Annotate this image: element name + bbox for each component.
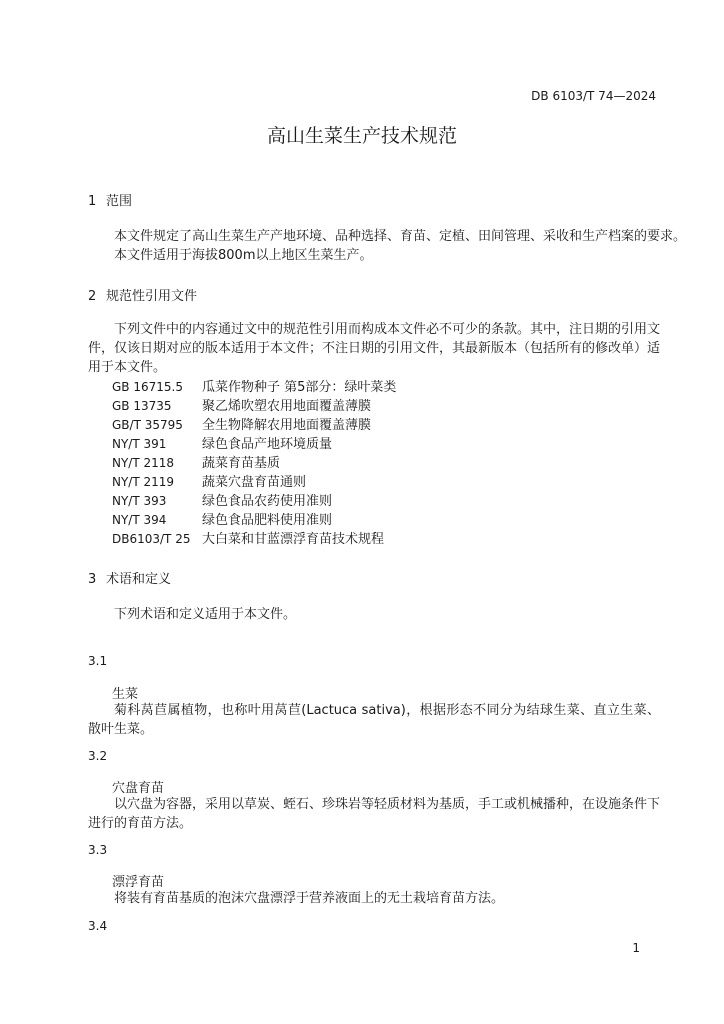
term-definition: 将装有育苗基质的泡沫穴盘漂浮于营养液面上的无土栽培育苗方法。: [114, 891, 505, 906]
reference-item: [112, 414, 371, 433]
reference-code: GB 16715.5: [112, 380, 183, 394]
section-number: 2: [88, 289, 97, 304]
section-title: 范围: [106, 194, 133, 209]
reference-code: NY/T 393: [112, 494, 167, 508]
term-name: 漂浮育苗: [112, 875, 165, 890]
reference-title: 绿色食品农药使用准则: [202, 494, 333, 509]
reference-title: 蔬菜穴盘育苗通则: [202, 475, 307, 490]
section-number: 1: [88, 194, 97, 209]
section-heading: [88, 285, 197, 304]
term-definition: 以穴盘为容器，采用以草炭、蛭石、珍珠岩等轻质材料为基质，手工或机械播种，在设施条件下进行的育苗方法。: [88, 797, 661, 831]
reference-item: [112, 395, 371, 414]
reference-title: 绿色食品产地环境质量: [202, 437, 333, 452]
term-name: 穴盘育苗: [112, 781, 165, 796]
reference-item: [112, 528, 384, 547]
reference-code: NY/T 391: [112, 437, 167, 451]
section-title: 规范性引用文件: [106, 289, 198, 304]
reference-title: 大白菜和甘蓝漂浮育苗技术规程: [202, 532, 385, 547]
term-number: 3.2: [88, 749, 108, 763]
reference-code: GB/T 35795: [112, 418, 183, 432]
term-definition: 菊科莴苣属植物，也称叶用莴苣(Lactuca sativa)，根据形态不同分为结球生菜、直立生菜、散叶生菜。: [88, 703, 660, 737]
paragraph: 本文件规定了高山生菜生产产地环境、品种选择、育苗、定植、田间管理、采收和生产档案的要求。: [114, 229, 687, 244]
document-title: 高山生菜生产技术规范: [266, 125, 457, 147]
paragraph: 下列文件中的内容通过文中的规范性引用而构成本文件必不可少的条款。其中，注日期的引用文件，仅该日期对应的版本适用于本文件；不注日期的引用文件，其最新版本（包括所有的修改单）适用于本文件。: [88, 322, 661, 375]
term-number: 3.4: [88, 919, 108, 933]
reference-title: 蔬菜育苗基质: [202, 456, 281, 471]
paragraph: 下列术语和定义适用于本文件。: [114, 607, 297, 622]
section-title: 术语和定义: [106, 572, 172, 587]
term-number: 3.3: [88, 843, 108, 857]
term-number: 3.1: [88, 654, 108, 668]
page-number: 1: [632, 941, 640, 955]
reference-code: NY/T 2118: [112, 456, 175, 470]
section-heading: [88, 568, 171, 587]
reference-item: [112, 471, 306, 490]
reference-code: NY/T 2119: [112, 475, 175, 489]
document-number: DB 6103/T 74—2024: [531, 89, 656, 103]
reference-code: GB 13735: [112, 399, 172, 413]
reference-title: 聚乙烯吹塑农用地面覆盖薄膜: [202, 399, 372, 414]
paragraph: 本文件适用于海拔800m以上地区生菜生产。: [114, 248, 373, 263]
reference-title: 全生物降解农用地面覆盖薄膜: [202, 418, 372, 433]
section-heading: [88, 190, 132, 209]
section-number: 3: [88, 572, 97, 587]
reference-item: [112, 376, 396, 395]
reference-item: [112, 452, 280, 471]
reference-title: 瓜菜作物种子 第5部分：绿叶菜类: [202, 380, 397, 395]
reference-item: [112, 490, 332, 509]
reference-item: [112, 433, 332, 452]
reference-item: [112, 509, 332, 528]
reference-code: DB6103/T 25: [112, 532, 191, 546]
reference-code: NY/T 394: [112, 513, 167, 527]
reference-title: 绿色食品肥料使用准则: [202, 513, 333, 528]
term-name: 生菜: [112, 687, 139, 702]
